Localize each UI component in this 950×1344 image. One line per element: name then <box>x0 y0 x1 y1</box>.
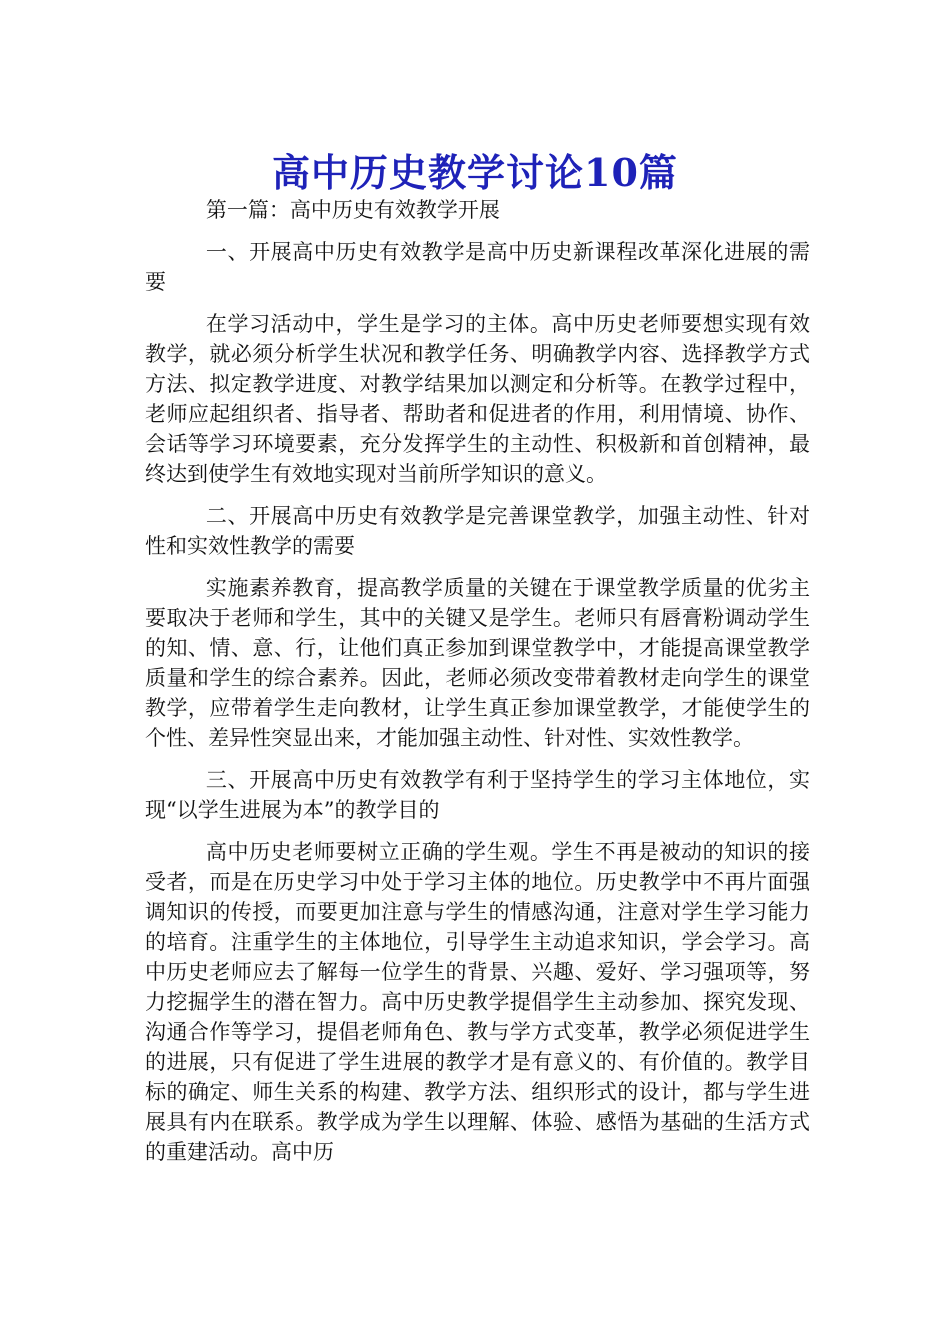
body-paragraph-1: 在学习活动中，学生是学习的主体。高中历史老师要想实现有效教学，就必须分析学生状况和教学任务、明确教学内容、选择教学方式方法、拟定教学进度、对教学结果加以测定和分析等。在教学过程中，老师应起组织者、指导者、帮助者和促进者的作用，利用情境、协作、会话等学习环境要素，充分发挥学生的主动性、积极新和首创精神，最终达到使学生有效地实现对当前所学知识的意义。 <box>145 312 810 486</box>
body-paragraph-2: 实施素养教育，提高教学质量的关键在于课堂教学质量的优劣主要取决于老师和学生，其中的关键又是学生。老师只有唇膏粉调动学生的知、情、意、行，让他们真正参加到课堂教学中，才能提高课堂教学质量和学生的综合素养。因此，老师必须改变带着教材走向学生的课堂教学，应带着学生走向教材，让学生真正参加课堂教学，才能使学生的个性、差异性突显出来，才能加强主动性、针对性、实效性教学。 <box>145 576 810 750</box>
document-title: 高中历史教学讨论10篇 <box>272 150 678 196</box>
section-heading-2: 二、开展高中历史有效教学是完善课堂教学，加强主动性、针对性和实效性教学的需要 <box>145 504 810 558</box>
section-heading-3: 三、开展高中历史有效教学有利于坚持学生的学习主体地位，实现“以学生进展为本”的教学目的 <box>145 768 810 822</box>
section-heading-1: 一、开展高中历史有效教学是高中历史新课程改革深化进展的需要 <box>145 240 810 294</box>
chapter-heading: 第一篇：高中历史有效教学开展 <box>205 198 500 222</box>
document-body <box>145 195 810 1179</box>
body-paragraph-3: 高中历史老师要树立正确的学生观。学生不再是被动的知识的接受者，而是在历史学习中处于学习主体的地位。历史教学中不再片面强调知识的传授，而要更加注意与学生的情感沟通，注意对学生学习能力的培育。注重学生的主体地位，引导学生主动追求知识，学会学习。高中历史老师应去了解每一位学生的背景、兴趣、爱好、学习强项等，努力挖掘学生的潜在智力。高中历史教学提倡学生主动参加、探究发现、沟通合作等学习，提倡老师角色、教与学方式变革，教学必须促进学生的进展，只有促进了学生进展的教学才是有意义的、有价值的。教学目标的确定、师生关系的构建、教学方法、组织形式的设计，都与学生进展具有内在联系。教学成为学生以理解、体验、感悟为基础的生活方式的重建活动。高中历 <box>145 840 810 1164</box>
